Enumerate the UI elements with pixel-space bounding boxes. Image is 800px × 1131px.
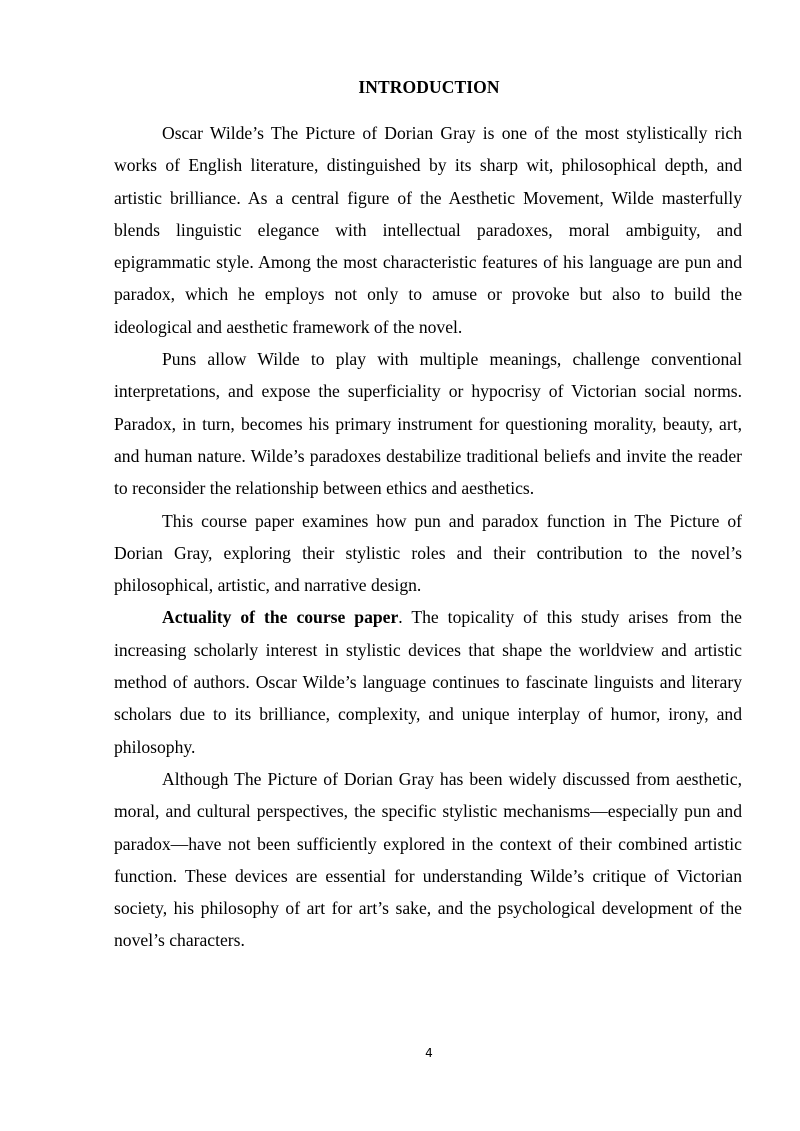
actuality-text: . The topicality of this study arises from the increasing scholarly interest in stylistic devices that shape the worldview and artistic method of authors. Oscar Wilde’s language continues to fascinate linguists and literary scholars due to its brilliance, complexity, and unique interplay of humor, irony, and philosophy. [114,607,742,757]
paragraph-actuality [114,601,742,762]
paragraph-final: Although The Picture of Dorian Gray has been widely discussed from aesthetic, moral, and cultural perspectives, the specific stylistic mechanisms—especially pun and paradox—have not been sufficiently explored in the context of their combined artistic function. These devices are essential for understanding Wilde’s critique of Victorian society, his philosophy of art for art’s sake, and the psychological development of the novel’s characters. [114,768,742,951]
paragraph-puns: Puns allow Wilde to play with multiple meanings, challenge conventional interpretations, and expose the superficiality or hypocrisy of Victorian social norms. Paradox, in turn, becomes his primary instrument for questioning morality, beauty, art, and human nature. Wilde’s paradoxes destabilize traditional beliefs and invite the reader to reconsider the relationship between ethics and aesthetics. [114,349,742,499]
paragraph-intro: Oscar Wilde’s The Picture of Dorian Gray is one of the most stylistically rich works of English literature, distinguished by its sharp wit, philosophical depth, and artistic brilliance. As a central figure of the Aesthetic Movement, Wilde masterfully blends linguistic elegance with intellectual paradoxes, moral ambiguity, and epigrammatic style. Among the most characteristic features of his language are pun and paradox, which he employs not only to amuse or provoke but also to build the ideological and aesthetic framework of the novel. [114,123,742,337]
body-text [114,117,742,957]
paragraph-course-paper: This course paper examines how pun and paradox function in The Picture of Dorian Gray, exploring their stylistic roles and their contribution to the novel’s philosophical, artistic, and narrative design. [114,510,742,596]
page-number: 4 [425,1046,433,1060]
actuality-bold-lead: Actuality of the course paper [162,607,399,628]
section-heading: INTRODUCTION [358,77,500,97]
